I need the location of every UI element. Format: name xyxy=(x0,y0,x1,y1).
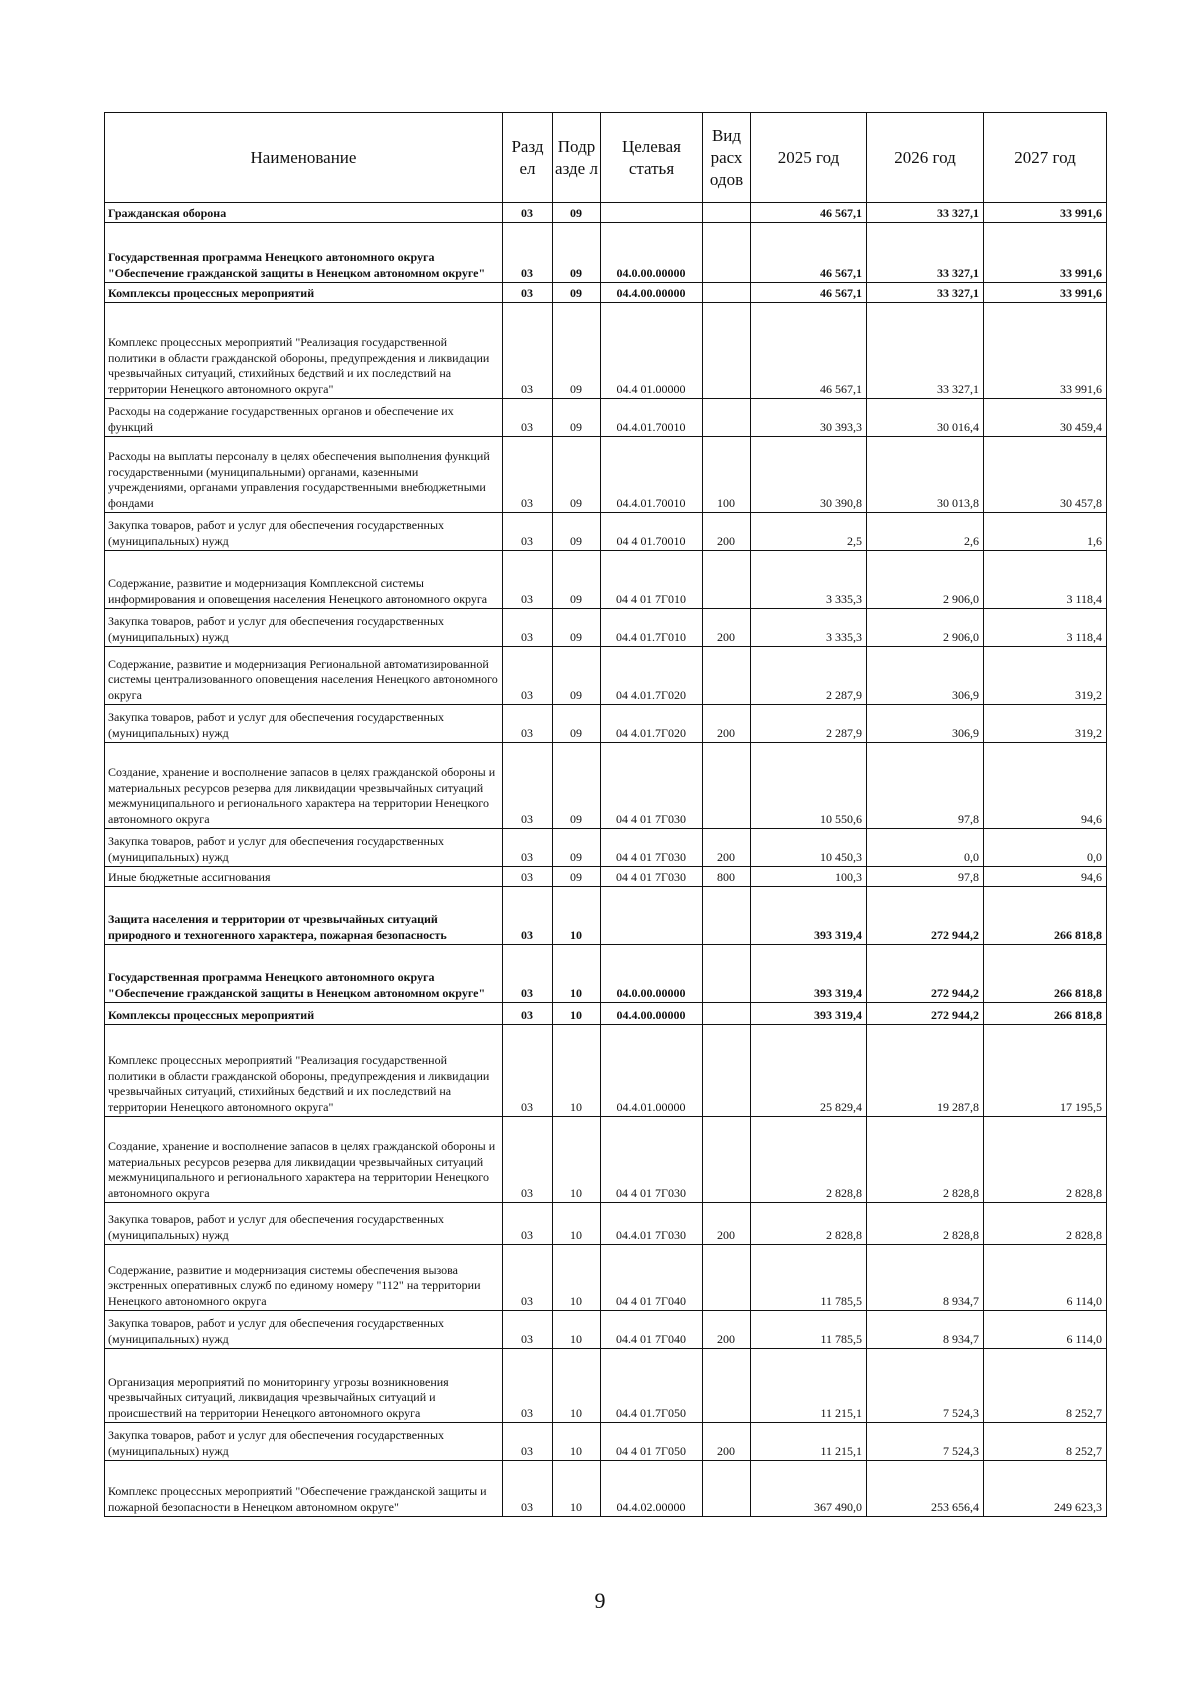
row-value-2026: 8 934,7 xyxy=(867,1311,984,1349)
row-razdel: 03 xyxy=(503,1203,553,1245)
row-value-2027: 30 459,4 xyxy=(984,399,1107,437)
row-razdel: 03 xyxy=(503,743,553,829)
row-razdel: 03 xyxy=(503,705,553,743)
row-value-2026: 2,6 xyxy=(867,513,984,551)
row-value-2026: 30 016,4 xyxy=(867,399,984,437)
header-target-article: Целевая статья xyxy=(601,113,703,203)
row-name: Закупка товаров, работ и услуг для обеспечения государственных (муниципальных) нужд xyxy=(105,1203,503,1245)
row-razdel: 03 xyxy=(503,513,553,551)
row-value-2026: 33 327,1 xyxy=(867,303,984,399)
row-target-article: 04 4 01 7Г050 xyxy=(601,1423,703,1461)
row-target-article: 04 4 01 7Г030 xyxy=(601,743,703,829)
row-target-article xyxy=(601,203,703,223)
row-value-2026: 8 934,7 xyxy=(867,1245,984,1311)
row-podrazdel: 09 xyxy=(553,303,601,399)
row-target-article: 04.4.00.00000 xyxy=(601,283,703,303)
row-expense-type xyxy=(703,1349,751,1423)
row-value-2027: 2 828,8 xyxy=(984,1203,1107,1245)
row-podrazdel: 09 xyxy=(553,743,601,829)
row-expense-type xyxy=(703,1245,751,1311)
row-value-2027: 3 118,4 xyxy=(984,609,1107,647)
row-value-2025: 30 390,8 xyxy=(751,437,867,513)
row-target-article: 04.4 01.00000 xyxy=(601,303,703,399)
row-value-2026: 19 287,8 xyxy=(867,1025,984,1117)
row-podrazdel: 10 xyxy=(553,1349,601,1423)
table-row xyxy=(105,609,1107,647)
row-razdel: 03 xyxy=(503,399,553,437)
row-name: Комплексы процессных мероприятий xyxy=(105,1003,503,1025)
row-value-2025: 11 215,1 xyxy=(751,1423,867,1461)
table-row xyxy=(105,945,1107,1003)
header-razdel: Разд ел xyxy=(503,113,553,203)
row-value-2027: 94,6 xyxy=(984,743,1107,829)
row-name: Расходы на выплаты персоналу в целях обеспечения выполнения функций государственными (муниципальными) органами, казенными учреждениями, органами управления государственными внебюджетными фондами xyxy=(105,437,503,513)
row-target-article: 04.4.00.00000 xyxy=(601,1003,703,1025)
row-value-2025: 25 829,4 xyxy=(751,1025,867,1117)
row-razdel: 03 xyxy=(503,1117,553,1203)
row-expense-type xyxy=(703,223,751,283)
row-name: Комплекс процессных мероприятий "Реализация государственной политики в области гражданской обороны, предупреждения и ликвидации чрезвычайных ситуаций, стихийных бедствий и их последствий на территории Ненецкого автономного округа" xyxy=(105,303,503,399)
row-value-2025: 2 287,9 xyxy=(751,647,867,705)
row-value-2027: 33 991,6 xyxy=(984,283,1107,303)
row-target-article: 04 4 01 7Г010 xyxy=(601,551,703,609)
row-podrazdel: 10 xyxy=(553,887,601,945)
table-row xyxy=(105,223,1107,283)
row-value-2027: 33 991,6 xyxy=(984,303,1107,399)
row-name: Иные бюджетные ассигнования xyxy=(105,867,503,887)
row-value-2025: 367 490,0 xyxy=(751,1461,867,1517)
table-row xyxy=(105,647,1107,705)
row-value-2025: 11 785,5 xyxy=(751,1311,867,1349)
row-razdel: 03 xyxy=(503,1025,553,1117)
row-expense-type: 200 xyxy=(703,829,751,867)
row-value-2026: 272 944,2 xyxy=(867,1003,984,1025)
row-razdel: 03 xyxy=(503,887,553,945)
row-value-2026: 33 327,1 xyxy=(867,283,984,303)
row-value-2026: 2 906,0 xyxy=(867,551,984,609)
row-value-2025: 393 319,4 xyxy=(751,945,867,1003)
table-row xyxy=(105,1349,1107,1423)
row-value-2027: 266 818,8 xyxy=(984,945,1107,1003)
table-row xyxy=(105,303,1107,399)
row-value-2025: 2,5 xyxy=(751,513,867,551)
row-razdel: 03 xyxy=(503,1311,553,1349)
row-razdel: 03 xyxy=(503,609,553,647)
row-podrazdel: 09 xyxy=(553,551,601,609)
row-name: Закупка товаров, работ и услуг для обеспечения государственных (муниципальных) нужд xyxy=(105,1423,503,1461)
row-value-2026: 0,0 xyxy=(867,829,984,867)
row-expense-type xyxy=(703,743,751,829)
row-name: Государственная программа Ненецкого автономного округа "Обеспечение гражданской защиты в Ненецком автономном округе" xyxy=(105,223,503,283)
row-name: Гражданская оборона xyxy=(105,203,503,223)
row-target-article: 04.0.00.00000 xyxy=(601,945,703,1003)
table-row xyxy=(105,1025,1107,1117)
row-value-2026: 33 327,1 xyxy=(867,223,984,283)
table-row xyxy=(105,1423,1107,1461)
row-razdel: 03 xyxy=(503,647,553,705)
row-value-2026: 33 327,1 xyxy=(867,203,984,223)
row-target-article: 04.4 01.7Г010 xyxy=(601,609,703,647)
header-expense-type: Вид расх одов xyxy=(703,113,751,203)
row-podrazdel: 10 xyxy=(553,1461,601,1517)
row-value-2026: 253 656,4 xyxy=(867,1461,984,1517)
row-podrazdel: 10 xyxy=(553,945,601,1003)
row-value-2027: 6 114,0 xyxy=(984,1245,1107,1311)
row-target-article: 04.4.01 7Г030 xyxy=(601,1203,703,1245)
row-target-article xyxy=(601,887,703,945)
row-expense-type: 800 xyxy=(703,867,751,887)
row-razdel: 03 xyxy=(503,437,553,513)
row-target-article: 04.4.01.70010 xyxy=(601,399,703,437)
row-expense-type: 200 xyxy=(703,1423,751,1461)
row-expense-type xyxy=(703,647,751,705)
row-name: Содержание, развитие и модернизация Комплексной системы информирования и оповещения населения Ненецкого автономного округа xyxy=(105,551,503,609)
row-name: Государственная программа Ненецкого автономного округа "Обеспечение гражданской защиты в Ненецком автономном округе" xyxy=(105,945,503,1003)
row-value-2027: 33 991,6 xyxy=(984,223,1107,283)
row-expense-type xyxy=(703,1003,751,1025)
table-row xyxy=(105,1003,1107,1025)
row-razdel: 03 xyxy=(503,1003,553,1025)
row-value-2026: 306,9 xyxy=(867,705,984,743)
row-podrazdel: 10 xyxy=(553,1003,601,1025)
table-row xyxy=(105,1203,1107,1245)
row-podrazdel: 09 xyxy=(553,437,601,513)
row-podrazdel: 09 xyxy=(553,867,601,887)
row-value-2025: 2 828,8 xyxy=(751,1203,867,1245)
row-value-2027: 319,2 xyxy=(984,647,1107,705)
row-name: Закупка товаров, работ и услуг для обеспечения государственных (муниципальных) нужд xyxy=(105,1311,503,1349)
row-value-2025: 30 393,3 xyxy=(751,399,867,437)
row-razdel: 03 xyxy=(503,867,553,887)
header-2026: 2026 год xyxy=(867,113,984,203)
row-value-2027: 3 118,4 xyxy=(984,551,1107,609)
row-value-2026: 7 524,3 xyxy=(867,1349,984,1423)
row-target-article: 04.4 01.7Г050 xyxy=(601,1349,703,1423)
row-razdel: 03 xyxy=(503,829,553,867)
row-value-2027: 30 457,8 xyxy=(984,437,1107,513)
row-target-article: 04 4 01 7Г030 xyxy=(601,867,703,887)
row-value-2027: 6 114,0 xyxy=(984,1311,1107,1349)
row-value-2026: 30 013,8 xyxy=(867,437,984,513)
row-value-2027: 8 252,7 xyxy=(984,1423,1107,1461)
row-name: Организация мероприятий по мониторингу угрозы возникновения чрезвычайных ситуаций, ликвидация чрезвычайных ситуаций и происшествий на территории Ненецкого автономного округа xyxy=(105,1349,503,1423)
table-row xyxy=(105,829,1107,867)
table-row xyxy=(105,551,1107,609)
table-row xyxy=(105,1461,1107,1517)
row-value-2025: 46 567,1 xyxy=(751,303,867,399)
row-value-2025: 46 567,1 xyxy=(751,223,867,283)
row-podrazdel: 10 xyxy=(553,1025,601,1117)
header-name: Наименование xyxy=(105,113,503,203)
row-value-2027: 33 991,6 xyxy=(984,203,1107,223)
row-target-article: 04.0.00.00000 xyxy=(601,223,703,283)
row-razdel: 03 xyxy=(503,1349,553,1423)
row-razdel: 03 xyxy=(503,1461,553,1517)
row-expense-type xyxy=(703,1461,751,1517)
table-row xyxy=(105,437,1107,513)
table-row xyxy=(105,283,1107,303)
row-target-article: 04.4.01.00000 xyxy=(601,1025,703,1117)
row-target-article: 04.4.01.70010 xyxy=(601,437,703,513)
row-value-2025: 10 450,3 xyxy=(751,829,867,867)
row-value-2025: 2 287,9 xyxy=(751,705,867,743)
row-name: Комплексы процессных мероприятий xyxy=(105,283,503,303)
row-value-2025: 3 335,3 xyxy=(751,551,867,609)
row-expense-type xyxy=(703,283,751,303)
row-name: Закупка товаров, работ и услуг для обеспечения государственных (муниципальных) нужд xyxy=(105,705,503,743)
row-value-2027: 0,0 xyxy=(984,829,1107,867)
row-value-2026: 272 944,2 xyxy=(867,887,984,945)
row-podrazdel: 09 xyxy=(553,829,601,867)
budget-table xyxy=(104,112,1107,1517)
row-expense-type: 100 xyxy=(703,437,751,513)
row-expense-type: 200 xyxy=(703,705,751,743)
row-name: Содержание, развитие и модернизация системы обеспечения вызова экстренных оперативных служб по единому номеру "112" на территории Ненецкого автономного округа xyxy=(105,1245,503,1311)
row-razdel: 03 xyxy=(503,945,553,1003)
row-razdel: 03 xyxy=(503,1423,553,1461)
row-value-2025: 2 828,8 xyxy=(751,1117,867,1203)
row-podrazdel: 09 xyxy=(553,223,601,283)
row-expense-type xyxy=(703,945,751,1003)
table-row xyxy=(105,1311,1107,1349)
row-expense-type xyxy=(703,303,751,399)
row-value-2025: 393 319,4 xyxy=(751,887,867,945)
row-name: Создание, хранение и восполнение запасов в целях гражданской обороны и материальных ресурсов резерва для ликвидации чрезвычайных ситуаций межмуниципального и регионального характера на территории Ненецкого автономного округа xyxy=(105,743,503,829)
row-podrazdel: 09 xyxy=(553,609,601,647)
row-razdel: 03 xyxy=(503,203,553,223)
row-value-2026: 272 944,2 xyxy=(867,945,984,1003)
row-name: Защита населения и территории от чрезвычайных ситуаций природного и техногенного характера, пожарная безопасность xyxy=(105,887,503,945)
row-target-article: 04 4.01.7Г020 xyxy=(601,647,703,705)
row-razdel: 03 xyxy=(503,223,553,283)
row-value-2026: 7 524,3 xyxy=(867,1423,984,1461)
row-name: Расходы на содержание государственных органов и обеспечение их функций xyxy=(105,399,503,437)
table-body xyxy=(105,203,1107,1517)
row-value-2027: 17 195,5 xyxy=(984,1025,1107,1117)
row-value-2027: 2 828,8 xyxy=(984,1117,1107,1203)
table-row xyxy=(105,867,1107,887)
row-expense-type xyxy=(703,203,751,223)
row-value-2025: 10 550,6 xyxy=(751,743,867,829)
row-expense-type: 200 xyxy=(703,1311,751,1349)
row-value-2027: 1,6 xyxy=(984,513,1107,551)
row-podrazdel: 09 xyxy=(553,399,601,437)
row-value-2026: 2 828,8 xyxy=(867,1117,984,1203)
row-podrazdel: 09 xyxy=(553,203,601,223)
row-value-2025: 393 319,4 xyxy=(751,1003,867,1025)
row-podrazdel: 09 xyxy=(553,283,601,303)
header-2027: 2027 год xyxy=(984,113,1107,203)
row-target-article: 04 4.01.7Г020 xyxy=(601,705,703,743)
row-expense-type: 200 xyxy=(703,1203,751,1245)
row-value-2026: 97,8 xyxy=(867,743,984,829)
row-podrazdel: 10 xyxy=(553,1245,601,1311)
row-target-article: 04 4 01 7Г030 xyxy=(601,1117,703,1203)
header-2025: 2025 год xyxy=(751,113,867,203)
row-name: Комплекс процессных мероприятий "Реализация государственной политики в области гражданской обороны, предупреждения и ликвидации чрезвычайных ситуаций, стихийных бедствий и их последствий на территории Ненецкого автономного округа" xyxy=(105,1025,503,1117)
row-name: Содержание, развитие и модернизация Региональной автоматизированной системы централизованного оповещения населения Ненецкого автономного округа xyxy=(105,647,503,705)
row-value-2025: 11 215,1 xyxy=(751,1349,867,1423)
row-value-2026: 306,9 xyxy=(867,647,984,705)
row-razdel: 03 xyxy=(503,303,553,399)
row-name: Закупка товаров, работ и услуг для обеспечения государственных (муниципальных) нужд xyxy=(105,513,503,551)
table-row xyxy=(105,203,1107,223)
row-target-article: 04 4 01.70010 xyxy=(601,513,703,551)
row-value-2026: 97,8 xyxy=(867,867,984,887)
table-row xyxy=(105,513,1107,551)
row-expense-type: 200 xyxy=(703,513,751,551)
row-podrazdel: 09 xyxy=(553,513,601,551)
row-podrazdel: 10 xyxy=(553,1203,601,1245)
table-row xyxy=(105,1245,1107,1311)
row-podrazdel: 09 xyxy=(553,705,601,743)
row-value-2026: 2 828,8 xyxy=(867,1203,984,1245)
row-value-2027: 319,2 xyxy=(984,705,1107,743)
row-podrazdel: 10 xyxy=(553,1311,601,1349)
row-expense-type: 200 xyxy=(703,609,751,647)
row-value-2027: 266 818,8 xyxy=(984,1003,1107,1025)
table-row xyxy=(105,743,1107,829)
row-target-article: 04.4.02.00000 xyxy=(601,1461,703,1517)
row-podrazdel: 09 xyxy=(553,647,601,705)
row-expense-type xyxy=(703,1025,751,1117)
row-target-article: 04 4 01 7Г040 xyxy=(601,1245,703,1311)
row-razdel: 03 xyxy=(503,283,553,303)
table-row xyxy=(105,705,1107,743)
table-row xyxy=(105,887,1107,945)
row-value-2025: 46 567,1 xyxy=(751,203,867,223)
row-expense-type xyxy=(703,887,751,945)
row-expense-type xyxy=(703,399,751,437)
row-value-2027: 8 252,7 xyxy=(984,1349,1107,1423)
row-value-2027: 249 623,3 xyxy=(984,1461,1107,1517)
row-expense-type xyxy=(703,551,751,609)
row-target-article: 04 4 01 7Г030 xyxy=(601,829,703,867)
row-name: Комплекс процессных мероприятий "Обеспечение гражданской защиты и пожарной безопасности в Ненецком автономном округе" xyxy=(105,1461,503,1517)
row-value-2025: 46 567,1 xyxy=(751,283,867,303)
row-expense-type xyxy=(703,1117,751,1203)
table-row xyxy=(105,399,1107,437)
header-podrazdel: Подр азде л xyxy=(553,113,601,203)
row-value-2026: 2 906,0 xyxy=(867,609,984,647)
row-value-2027: 94,6 xyxy=(984,867,1107,887)
row-name: Закупка товаров, работ и услуг для обеспечения государственных (муниципальных) нужд xyxy=(105,609,503,647)
row-target-article: 04.4 01 7Г040 xyxy=(601,1311,703,1349)
page-number: 9 xyxy=(594,1588,606,1613)
row-name: Закупка товаров, работ и услуг для обеспечения государственных (муниципальных) нужд xyxy=(105,829,503,867)
row-podrazdel: 10 xyxy=(553,1423,601,1461)
row-name: Создание, хранение и восполнение запасов в целях гражданской обороны и материальных ресурсов резерва для ликвидации чрезвычайных ситуаций межмуниципального и регионального характера на территории Ненецкого автономного округа xyxy=(105,1117,503,1203)
header-row xyxy=(105,113,1107,203)
row-value-2027: 266 818,8 xyxy=(984,887,1107,945)
row-value-2025: 3 335,3 xyxy=(751,609,867,647)
row-razdel: 03 xyxy=(503,551,553,609)
row-razdel: 03 xyxy=(503,1245,553,1311)
table-row xyxy=(105,1117,1107,1203)
row-value-2025: 100,3 xyxy=(751,867,867,887)
row-value-2025: 11 785,5 xyxy=(751,1245,867,1311)
row-podrazdel: 10 xyxy=(553,1117,601,1203)
